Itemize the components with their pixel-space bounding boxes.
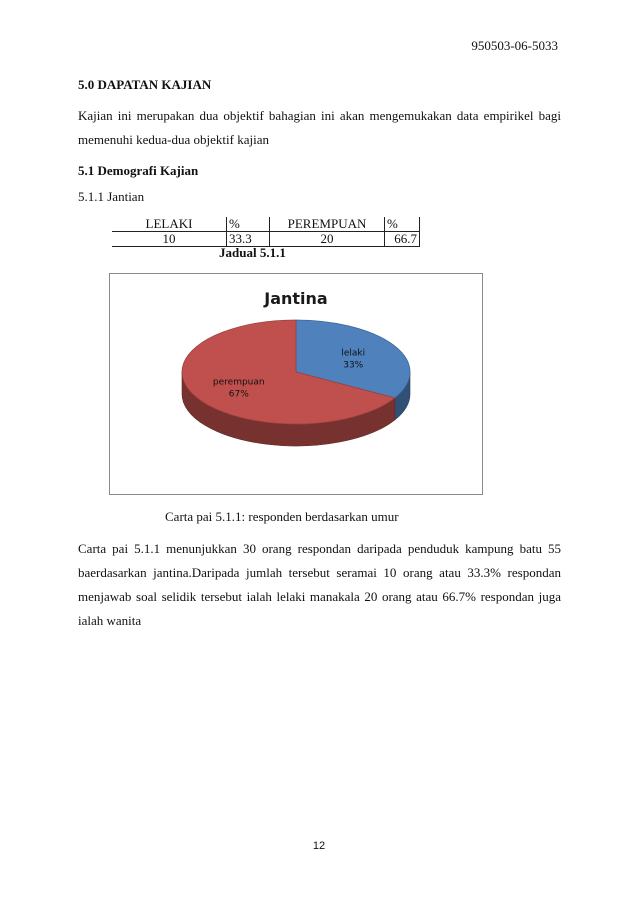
table-cell: 10 [112,232,227,247]
table-header-cell: PEREMPUAN [270,217,385,232]
chart-caption: Carta pai 5.1.1: responden berdasarkan umur [165,509,399,524]
table-cell: 66.7 [385,232,420,247]
page-number: 12 [312,840,326,852]
chart-title: Jantina [264,289,328,308]
subsubsection-heading: 5.1.1 Jantian [78,189,145,204]
gender-table [112,217,420,247]
section-heading: 5.0 DAPATAN KAJIAN [78,77,212,92]
intro-paragraph [78,104,561,152]
slice-label-lelaki: lelaki [341,348,366,359]
slice-label-perempuan: perempuan [212,377,265,388]
table-header-cell: LELAKI [112,217,227,232]
discussion-line: baerdasarkan jantina.Daripada jumlah tersebut seramai 10 orang atau 33.3% respondan [78,565,561,580]
slice-percent-perempuan: 67% [228,389,249,400]
intro-line: Kajian ini merupakan dua objektif bahagian ini akan mengemukakan data empirikel bagi [78,108,561,123]
document-id: 950503-06-5033 [471,38,558,53]
table-header-cell: % [385,217,420,232]
discussion-paragraph [78,537,561,633]
intro-line: memenuhi kedua-dua objektif kajian [78,132,269,147]
table-cell: 20 [270,232,385,247]
subsection-heading: 5.1 Demografi Kajian [78,163,199,178]
table-header-cell: % [227,217,270,232]
discussion-line: Carta pai 5.1.1 menunjukkan 30 orang respondan daripada penduduk kampung batu 55 [78,541,561,556]
pie-chart-svg [110,274,482,494]
pie-chart [109,273,483,495]
discussion-line: menjawab soal selidik tersebut ialah lelaki manakala 20 orang atau 66.7% respondan juga [78,589,561,604]
table-cell: 33.3 [227,232,270,247]
discussion-line: ialah wanita [78,613,142,628]
table-caption: Jadual 5.1.1 [219,245,286,260]
slice-percent-lelaki: 33% [343,360,364,371]
table-header-row [112,217,420,232]
